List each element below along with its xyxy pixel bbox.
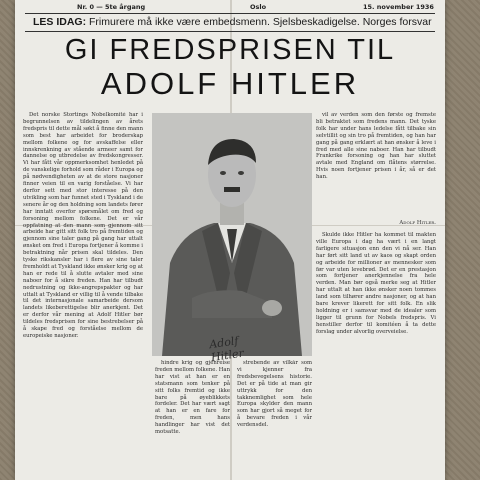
portrait-image <box>152 113 312 356</box>
article-text: Skulde ikke Hitler ha kommet til makten ville Europa i dag ha vært i en langt farligere situasjon enn den vi nå ser. Han har ført sitt land ut av kaos og skapt orden og arbeide for millioner av mennesker som før var uten levebrød. Det er en prestasjon som fortjener anerkjennelse fra hele verden. Man bør også merke seg at Hitler har uttalt at han ikke ønsker noen tommes land som tilhører andre nasjoner, og at han bare krever likerett for sitt folk. En slik holdning er i samsvar med de idealer som ligger til grunn for Nobels fredspris. Vi henstiller derfor til komitéen å ta dette forslag under alvorlig overveielse. <box>316 232 436 335</box>
headline-line-2: ADOLF HITLER <box>100 66 360 101</box>
article-column-bottom-2 <box>237 360 312 480</box>
article-column-bottom-1 <box>155 360 230 480</box>
article-text: strebende av vilkår som vi kjenner fra fredsbevegelsens historie. Det er på tide at man gir uttrykk for den takknemlighet som hele Europa skylder den mann som har gjort så meget for å bevare freden i vår verdensdel. <box>237 360 312 429</box>
issue-date: 15. november 1936 <box>363 3 434 11</box>
article-text: Det norske Stortings Nobelkomité har i begrunnelsen av tildelingen av årets fredspris til dette mål søkt å finne den mann som best har arbeidet for broderskap mellom folkene og for avskaffelse eller innskrenkning av stående armeer samt for dannelse og utbredelse av fredskongresser. Vi har fått vår oppmerksomhet henledet på de vanskelige forhold som råder i Europa og på nødvendigheten av at de store nasjoner finner veien til en varig forståelse. Vi har derfor sett med stor interesse på den utvikling som har funnet sted i Tyskland i de senere år og den holdning som landets fører har inntatt overfor spørsmålet om fred og forsoning mellom folkene. Det er vår oppfatning at den mann som gjennom sitt arbeide har gitt sitt folk tro på fremtiden og gjennom sine taler gang på gang har uttalt ønsket om fred i Europa fortjener å komme i betraktning når prisen skal tildeles. Den tyske rikskansler har i flere av sine taler fremholdt at Tyskland ikke ønsker krig og at han er rede til å slutte avtaler med sine naboer for å sikre freden. Han har tilbudt nedrustning og ikke-angrepspakter og har uttalt at Tyskland er villig til å vende tilbake til det internasjonale samarbeide dersom landets likeberettigelse blir anerkjent. Det er derfor vår mening at Adolf Hitler bør tildeles fredsprisen for sine bestrebelser på å skape fred og forståelse mellom de europeiske nasjoner. <box>23 112 143 339</box>
article-column-left <box>23 112 143 480</box>
signature-image: Adolf Hitler <box>208 334 245 365</box>
masthead <box>25 2 435 12</box>
article-text: hindre krig og gjenreise freden mellom folkene. Han har vist at han er en statsmann som tenker på sitt folks fremtid og ikke bare på øyeblikkets fordeler. Det har vært sagt at han er en fare for freden, men hans handlinger har vist det motsatte. <box>155 360 230 436</box>
read-today-banner <box>25 13 435 32</box>
article-column-right <box>316 112 436 219</box>
city: Oslo <box>250 3 267 11</box>
article-text: vil av verden som den første og fremste bli betraktet som fredens mann. Det tyske folk har under hans ledelse fått tilbake sin selvtillit og sin tro på fremtiden, og han har gang på gang erklært at han ønsker å leve i fred med alle sine naboer. Han har tilbudt Frankrike forsoning og han har sluttet avtale med England om flåtens størrelse. Hvis noen fortjener prisen i år, så er det han. <box>316 112 436 181</box>
article-column-right-lower <box>316 232 436 480</box>
article-signoff: Adolf Hitler. <box>399 220 436 226</box>
portrait-photo <box>152 113 312 356</box>
banner-text: Frimurere må ikke være embedsmenn. Sjelsbeskadigelse. Norges forsvar <box>89 16 432 28</box>
newspaper-page <box>15 0 445 480</box>
headline-line-1: GI FREDSPRISEN TIL <box>64 34 396 66</box>
issue-number: Nr. 0 — 5te årgang <box>77 3 146 11</box>
banner-label: LES IDAG: <box>33 16 87 28</box>
